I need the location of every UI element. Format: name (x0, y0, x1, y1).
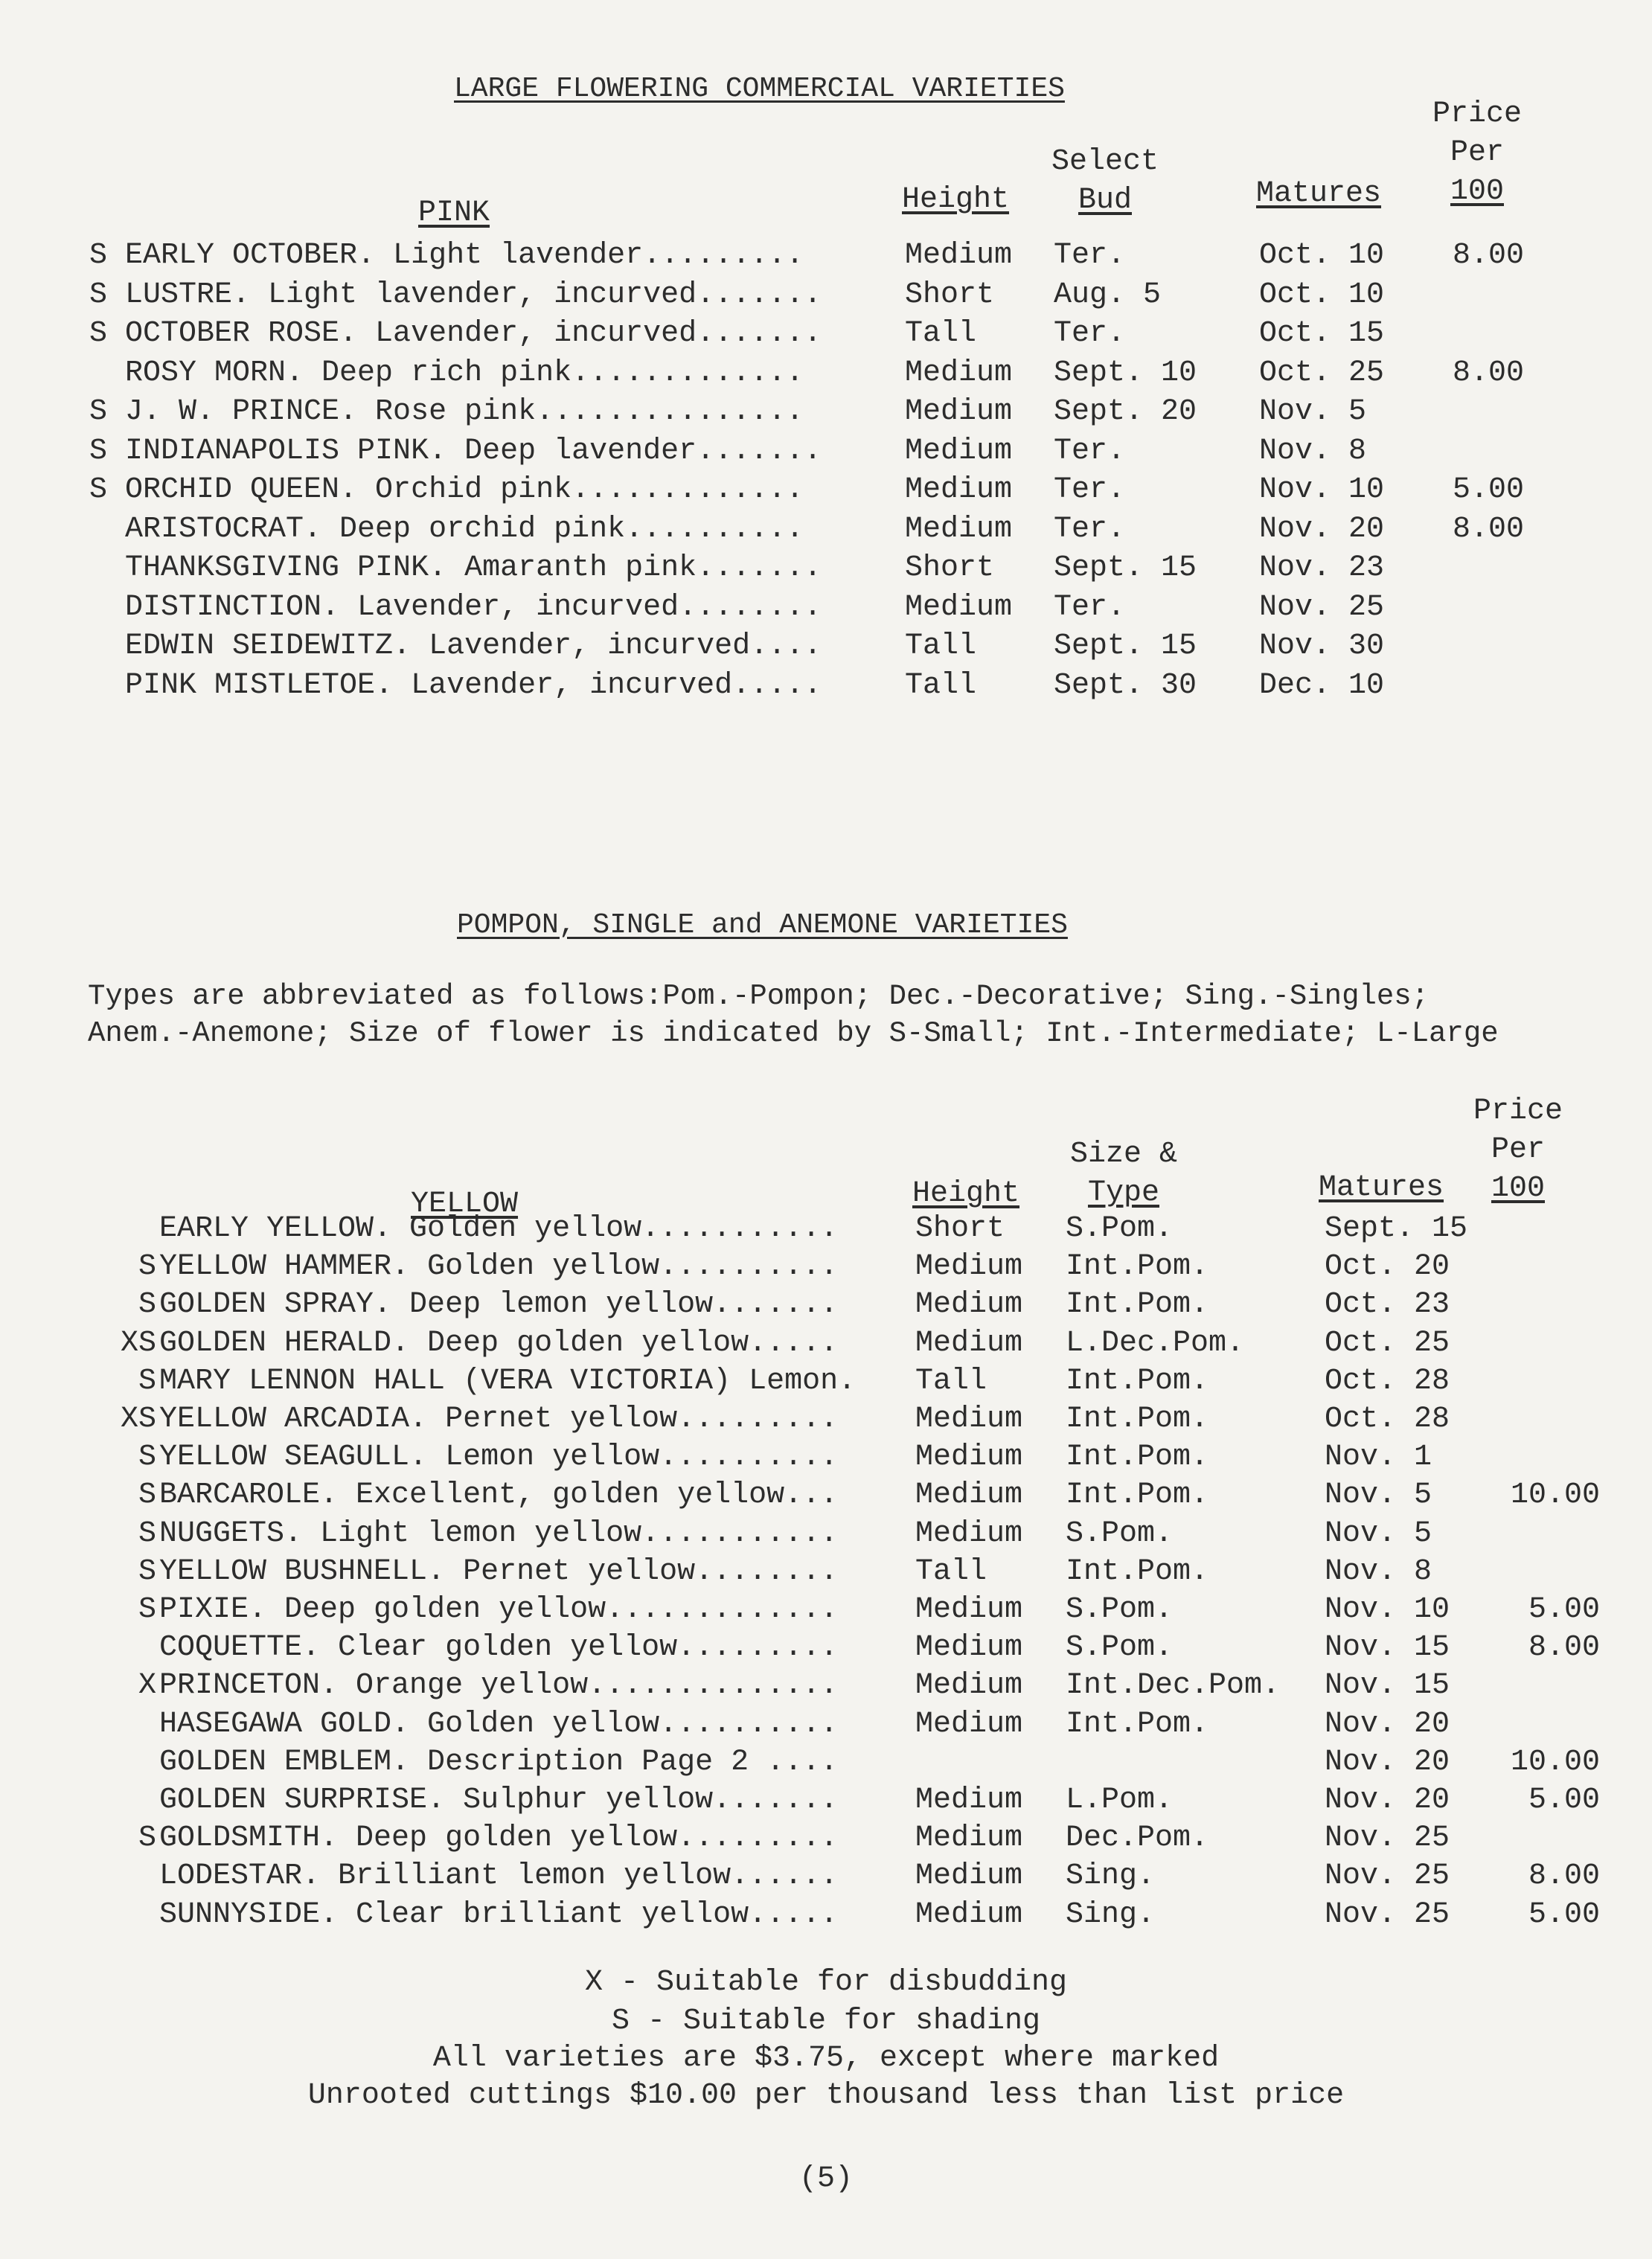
cell-price: 8.00 (1528, 1631, 1600, 1665)
cell-mark: S (138, 1821, 156, 1856)
cell-height: Tall (905, 668, 977, 702)
cell-height: Medium (905, 512, 1013, 546)
cell-price: 5.00 (1452, 473, 1524, 507)
cell-matures: Oct. 25 (1259, 356, 1385, 390)
cell-matures: Oct. 28 (1325, 1403, 1450, 1436)
cell-matures: Nov. 10 (1325, 1593, 1450, 1627)
table-row (0, 589, 1652, 627)
cell-desc: COQUETTE. Clear golden yellow......... (159, 1631, 839, 1665)
price2-header-line1: Price (1473, 1095, 1563, 1128)
cell-height: Medium (905, 356, 1013, 390)
cell-mark: S (89, 434, 107, 468)
table-row (0, 1743, 1652, 1782)
cell-matures: Oct. 25 (1325, 1326, 1450, 1360)
cell-matures: Nov. 25 (1325, 1859, 1450, 1894)
cell-bud: Ter. (1054, 434, 1126, 468)
cell-desc: MARY LENNON HALL (VERA VICTORIA) Lemon. (159, 1364, 857, 1398)
cell-height: Medium (905, 239, 1013, 272)
table-row (0, 667, 1652, 705)
cell-mark: S (138, 1478, 156, 1513)
table-row (0, 510, 1652, 549)
cell-height: Medium (915, 1593, 1023, 1627)
cell-desc: PIXIE. Deep golden yellow............. (159, 1593, 839, 1627)
note-shading: S - Suitable for shading (611, 2005, 1041, 2038)
cell-type: L.Pom. (1066, 1784, 1174, 1817)
cell-bud: Aug. 5 (1054, 278, 1162, 312)
cell-type: L.Dec.Pom. (1066, 1326, 1245, 1360)
cell-matures: Oct. 15 (1259, 317, 1385, 350)
cell-matures: Nov. 15 (1325, 1669, 1450, 1703)
cell-desc: YELLOW HAMMER. Golden yellow.......... (159, 1250, 839, 1284)
cell-height: Medium (915, 1631, 1023, 1665)
cell-type: S.Pom. (1066, 1212, 1174, 1246)
table-row (0, 1248, 1652, 1286)
section2-title: POMPON, SINGLE and ANEMONE VARIETIES (457, 909, 1068, 941)
table-row (0, 1857, 1652, 1896)
note-unrooted: Unrooted cuttings $10.00 per thousand less than list price (307, 2079, 1345, 2112)
cell-bud: Sept. 20 (1054, 395, 1197, 429)
cell-matures: Nov. 25 (1259, 590, 1385, 624)
cell-desc: NUGGETS. Light lemon yellow........... (159, 1516, 839, 1551)
table-row (0, 1819, 1652, 1858)
cell-height: Medium (915, 1784, 1023, 1817)
cell-bud: Ter. (1054, 239, 1126, 272)
cell-desc: EARLY YELLOW. Golden yellow........... (159, 1212, 839, 1246)
cell-matures: Oct. 20 (1325, 1250, 1450, 1284)
cell-desc: LODESTAR. Brilliant lemon yellow...... (159, 1859, 839, 1894)
cell-desc: YELLOW ARCADIA. Pernet yellow......... (159, 1403, 839, 1436)
cell-mark: X (138, 1669, 156, 1703)
cell-bud: Ter. (1054, 317, 1126, 350)
note-price: All varieties are $3.75, except where marked (432, 2042, 1220, 2075)
table-row (0, 1705, 1652, 1744)
page-number: (5) (798, 2162, 853, 2196)
cell-matures: Oct. 10 (1259, 278, 1385, 312)
cell-type: S.Pom. (1066, 1631, 1174, 1665)
cell-matures: Nov. 8 (1259, 434, 1367, 468)
cell-type: S.Pom. (1066, 1516, 1174, 1551)
table-row (0, 1438, 1652, 1477)
price2-header-line3: 100 (1491, 1172, 1545, 1205)
cell-bud: Sept. 15 (1054, 629, 1197, 663)
table-row (0, 1591, 1652, 1630)
cell-matures: Nov. 8 (1325, 1554, 1432, 1589)
cell-mark: S (138, 1250, 156, 1284)
size-type-header (1049, 1135, 1198, 1213)
cell-height: Short (915, 1212, 1005, 1246)
price-header-line1: Price (1432, 97, 1523, 131)
cell-height: Medium (905, 434, 1013, 468)
table-row (0, 393, 1652, 432)
types-legend-line1: Types are abbreviated as follows:Pom.-Pompon; Dec.-Decorative; Sing.-Singles; (88, 980, 1430, 1013)
cell-desc: J. W. PRINCE. Rose pink............... (125, 395, 804, 429)
table-row (0, 1553, 1652, 1592)
cell-mark: S (89, 278, 107, 312)
cell-bud: Ter. (1054, 590, 1126, 624)
cell-type: Int.Pom. (1066, 1707, 1209, 1741)
cell-desc: EARLY OCTOBER. Light lavender......... (125, 239, 804, 272)
cell-desc: ROSY MORN. Deep rich pink............. (125, 356, 804, 390)
cell-height: Short (905, 551, 995, 585)
price-header-line3: 100 (1450, 175, 1504, 208)
cell-mark: S (138, 1593, 156, 1627)
cell-matures: Nov. 20 (1325, 1745, 1450, 1779)
cell-matures: Nov. 20 (1325, 1784, 1450, 1817)
table-row (0, 1324, 1652, 1363)
table-row (0, 627, 1652, 666)
cell-price: 8.00 (1452, 356, 1524, 390)
cell-height: Medium (915, 1288, 1023, 1322)
cell-bud: Sept. 15 (1054, 551, 1197, 585)
cell-matures: Nov. 25 (1325, 1821, 1450, 1856)
cell-height: Medium (915, 1326, 1023, 1360)
cell-price: 8.00 (1452, 239, 1524, 272)
cell-price: 5.00 (1528, 1784, 1600, 1817)
table-row (0, 1896, 1652, 1935)
cell-desc: HASEGAWA GOLD. Golden yellow.......... (159, 1707, 839, 1741)
cell-matures: Nov. 25 (1325, 1897, 1450, 1932)
cell-height: Medium (915, 1250, 1023, 1284)
cell-desc: ORCHID QUEEN. Orchid pink............. (125, 473, 804, 507)
cell-height: Tall (915, 1554, 987, 1589)
cell-mark: S (138, 1288, 156, 1322)
cell-matures: Nov. 15 (1325, 1631, 1450, 1665)
cell-type: Int.Pom. (1066, 1364, 1209, 1398)
size-header-line1: Size & (1069, 1138, 1178, 1171)
cell-type: Sing. (1066, 1859, 1156, 1894)
table-row (0, 471, 1652, 510)
table-row (0, 1781, 1652, 1820)
table-row (0, 1362, 1652, 1401)
price-header-line2: Per (1450, 136, 1504, 170)
cell-price: 10.00 (1510, 1745, 1600, 1779)
table-row (0, 549, 1652, 588)
cell-matures: Oct. 28 (1325, 1364, 1450, 1398)
cell-mark: S (89, 473, 107, 507)
cell-matures: Oct. 23 (1325, 1288, 1450, 1322)
cell-type: S.Pom. (1066, 1593, 1174, 1627)
cell-desc: GOLDEN SURPRISE. Sulphur yellow....... (159, 1784, 839, 1817)
cell-bud: Sept. 30 (1054, 668, 1197, 702)
cell-bud: Ter. (1054, 473, 1126, 507)
cell-desc: GOLDEN EMBLEM. Description Page 2 .... (159, 1745, 839, 1779)
cell-mark: S (138, 1516, 156, 1551)
cell-bud: Ter. (1054, 512, 1126, 546)
cell-height: Tall (915, 1364, 987, 1398)
height-header-2: Height (912, 1177, 1020, 1211)
cell-matures: Dec. 10 (1259, 668, 1385, 702)
bud-header (1034, 143, 1176, 220)
cell-height: Medium (905, 395, 1013, 429)
price-header-2 (1459, 1092, 1578, 1208)
cell-type: Int.Pom. (1066, 1250, 1209, 1284)
cell-height: Medium (915, 1441, 1023, 1475)
table-row (0, 1400, 1652, 1439)
cell-mark: S (89, 239, 107, 272)
cell-height: Medium (915, 1707, 1023, 1741)
table-row (0, 1515, 1652, 1554)
cell-height: Medium (915, 1478, 1023, 1513)
cell-mark: S (138, 1554, 156, 1589)
cell-desc: GOLDEN HERALD. Deep golden yellow..... (159, 1326, 839, 1360)
table-row (0, 1667, 1652, 1705)
cell-height: Short (905, 278, 995, 312)
group-header-pink: PINK (418, 196, 490, 230)
cell-desc: DISTINCTION. Lavender, incurved........ (125, 590, 822, 624)
cell-mark: S (89, 395, 107, 429)
table-row (0, 1286, 1652, 1324)
cell-price: 5.00 (1528, 1897, 1600, 1932)
cell-price: 5.00 (1528, 1593, 1600, 1627)
group-header-yellow: YELLOW (411, 1188, 519, 1221)
cell-type: Dec.Pom. (1066, 1821, 1209, 1856)
size-header-line2: Type (1087, 1176, 1159, 1210)
cell-mark: S (138, 1364, 156, 1398)
cell-desc: GOLDSMITH. Deep golden yellow......... (159, 1821, 839, 1856)
bud-header-line1: Select (1051, 145, 1159, 179)
price2-header-line2: Per (1491, 1133, 1545, 1167)
types-legend-line2: Anem.-Anemone; Size of flower is indicated by S-Small; Int.-Intermediate; L-Large (88, 1017, 1499, 1050)
cell-height: Medium (915, 1859, 1023, 1894)
cell-price: 8.00 (1452, 512, 1524, 546)
table-row (0, 354, 1652, 393)
cell-matures: Nov. 20 (1259, 512, 1385, 546)
cell-matures: Oct. 10 (1259, 239, 1385, 272)
cell-type: Int.Pom. (1066, 1288, 1209, 1322)
cell-height: Tall (905, 629, 977, 663)
cell-desc: EDWIN SEIDEWITZ. Lavender, incurved.... (125, 629, 822, 663)
cell-mark: XS (120, 1403, 156, 1436)
cell-desc: YELLOW BUSHNELL. Pernet yellow........ (159, 1554, 839, 1589)
cell-height: Medium (915, 1897, 1023, 1932)
cell-desc: BARCAROLE. Excellent, golden yellow... (159, 1478, 839, 1513)
cell-desc: YELLOW SEAGULL. Lemon yellow.......... (159, 1441, 839, 1475)
table-row (0, 432, 1652, 471)
cell-desc: LUSTRE. Light lavender, incurved....... (125, 278, 822, 312)
cell-height: Medium (905, 590, 1013, 624)
cell-matures: Nov. 23 (1259, 551, 1385, 585)
cell-height: Medium (915, 1821, 1023, 1856)
table-row (0, 1629, 1652, 1667)
cell-desc: PINK MISTLETOE. Lavender, incurved..... (125, 668, 822, 702)
cell-desc: ARISTOCRAT. Deep orchid pink.......... (125, 512, 804, 546)
cell-matures: Nov. 5 (1259, 395, 1367, 429)
cell-type: Int.Pom. (1066, 1478, 1209, 1513)
cell-type: Int.Pom. (1066, 1554, 1209, 1589)
cell-desc: INDIANAPOLIS PINK. Deep lavender....... (125, 434, 822, 468)
cell-desc: OCTOBER ROSE. Lavender, incurved....... (125, 317, 822, 350)
matures-header-1: Matures (1256, 177, 1382, 211)
cell-mark: S (89, 317, 107, 350)
cell-matures: Nov. 1 (1325, 1441, 1432, 1475)
cell-desc: SUNNYSIDE. Clear brilliant yellow..... (159, 1897, 839, 1932)
table-row (0, 1210, 1652, 1249)
cell-matures: Sept. 15 (1325, 1212, 1468, 1246)
cell-matures: Nov. 20 (1325, 1707, 1450, 1741)
cell-height: Medium (915, 1669, 1023, 1703)
price-header-1 (1414, 95, 1540, 211)
table-row (0, 1476, 1652, 1515)
cell-height: Medium (915, 1403, 1023, 1436)
cell-mark: XS (120, 1326, 156, 1360)
cell-matures: Nov. 5 (1325, 1478, 1432, 1513)
cell-price: 10.00 (1510, 1478, 1600, 1513)
cell-type: Int.Pom. (1066, 1403, 1209, 1436)
cell-height: Tall (905, 317, 977, 350)
note-disbudding: X - Suitable for disbudding (584, 1966, 1068, 1999)
table-row (0, 276, 1652, 315)
cell-matures: Nov. 5 (1325, 1516, 1432, 1551)
cell-matures: Nov. 30 (1259, 629, 1385, 663)
cell-type: Sing. (1066, 1897, 1156, 1932)
cell-price: 8.00 (1528, 1859, 1600, 1894)
height-header-1: Height (902, 183, 1010, 217)
cell-type: Int.Pom. (1066, 1441, 1209, 1475)
table-row (0, 315, 1652, 353)
matures-header-2: Matures (1319, 1171, 1444, 1205)
cell-mark: S (138, 1441, 156, 1475)
cell-desc: PRINCETON. Orange yellow.............. (159, 1669, 839, 1703)
cell-bud: Sept. 10 (1054, 356, 1197, 390)
section1-title: LARGE FLOWERING COMMERCIAL VARIETIES (454, 73, 1065, 105)
bud-header-line2: Bud (1078, 184, 1132, 217)
cell-height: Medium (905, 473, 1013, 507)
cell-type: Int.Dec.Pom. (1066, 1669, 1281, 1703)
cell-desc: GOLDEN SPRAY. Deep lemon yellow....... (159, 1288, 839, 1322)
cell-desc: THANKSGIVING PINK. Amaranth pink....... (125, 551, 822, 585)
cell-matures: Nov. 10 (1259, 473, 1385, 507)
table-row (0, 237, 1652, 275)
cell-height: Medium (915, 1516, 1023, 1551)
